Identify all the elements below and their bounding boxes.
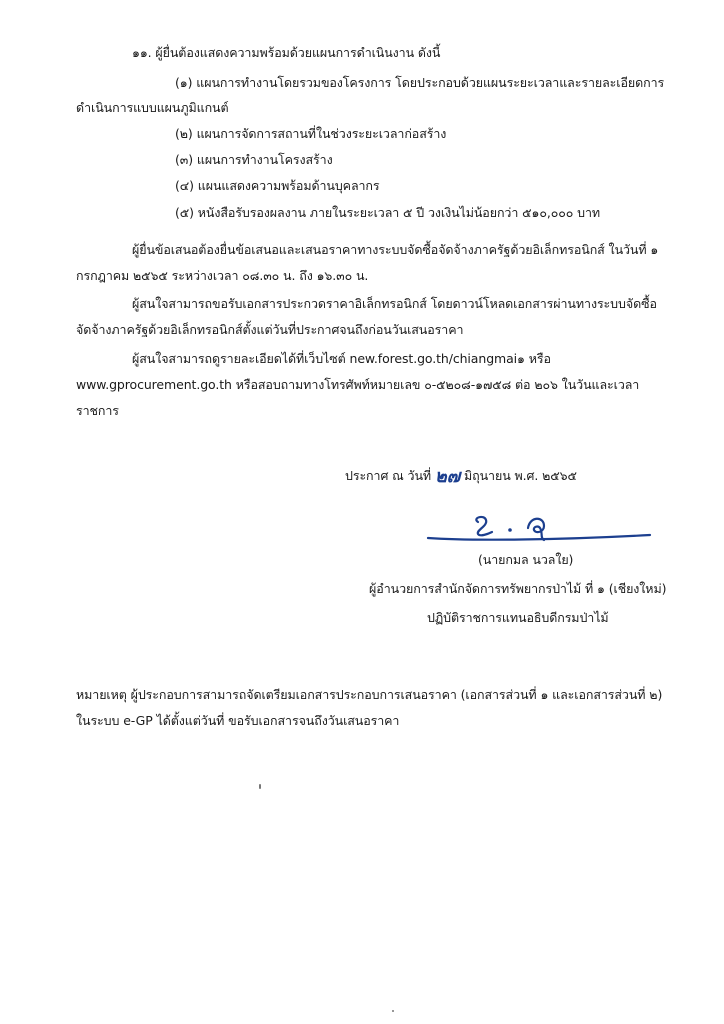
item-11-sub-3: (๓) แผนการทำงานโครงสร้าง: [175, 152, 333, 167]
signatory-name: (นายกมล นวลใย): [478, 552, 574, 567]
item-11-sub-5: (๕) หนังสือรับรองผลงาน ภายในระยะเวลา ๕ ปี วงเงินไม่น้อยกว่า ๕๑๐,๐๐๐ บาท: [175, 205, 601, 220]
dateline-suffix: มิถุนายน พ.ศ. ๒๕๖๕: [464, 468, 577, 483]
dateline-prefix: ประกาศ ณ วันที่: [345, 468, 432, 483]
signature-image: [420, 508, 660, 548]
signatory-acting-title: ปฏิบัติราชการแทนอธิบดีกรมป่าไม้: [427, 610, 609, 625]
paragraph-2-line-1: ผู้สนใจสามารถขอรับเอกสารประกวดราคาอิเล็กทรอนิกส์ โดยดาวน์โหลดเอกสารผ่านทางระบบจัดซื้อ: [132, 296, 657, 311]
paragraph-1-line-1: ผู้ยื่นข้อเสนอต้องยื่นข้อเสนอและเสนอราคาทางระบบจัดซื้อจัดจ้างภาครัฐด้วยอิเล็กทรอนิกส์ ในวันที่ ๑: [132, 242, 659, 257]
announcement-dateline: [345, 468, 577, 485]
scan-speck: [259, 784, 261, 789]
item-11-sub-1-line-2: ดำเนินการแบบแผนภูมิแกนต์: [76, 100, 229, 115]
dateline-day-handwritten: ๒๗: [434, 466, 461, 487]
paragraph-1-line-2: กรกฎาคม ๒๕๖๕ ระหว่างเวลา ๐๘.๓๐ น. ถึง ๑๖.๓๐ น.: [76, 268, 369, 283]
item-11-sub-4: (๔) แผนแสดงความพร้อมด้านบุคลากร: [175, 178, 380, 193]
item-11-heading: ๑๑. ผู้ยื่นต้องแสดงความพร้อมด้วยแผนการดำเนินงาน ดังนี้: [132, 45, 441, 60]
paragraph-3-line-3: ราชการ: [76, 403, 119, 418]
scan-speck: [392, 1010, 394, 1012]
paragraph-3-line-2: www.gprocurement.go.th หรือสอบถามทางโทรศัพท์หมายเลข ๐-๕๒๐๘-๑๗๕๘ ต่อ ๒๐๖ ในวันและเวลา: [76, 377, 640, 392]
note-line-2: ในระบบ e-GP ได้ตั้งแต่วันที่ ขอรับเอกสารจนถึงวันเสนอราคา: [76, 713, 400, 728]
item-11-sub-1-line-1: (๑) แผนการทำงานโดยรวมของโครงการ โดยประกอบด้วยแผนระยะเวลาและรายละเอียดการ: [175, 75, 665, 90]
paragraph-3-line-1: ผู้สนใจสามารถดูรายละเอียดได้ที่เว็บไซต์ new.forest.go.th/chiangmai๑ หรือ: [132, 351, 551, 366]
note-line-1: หมายเหตุ ผู้ประกอบการสามารถจัดเตรียมเอกสารประกอบการเสนอราคา (เอกสารส่วนที่ ๑ และเอกสารส่วนที่ ๒): [76, 687, 663, 702]
signatory-position: ผู้อำนวยการสำนักจัดการทรัพยากรป่าไม้ ที่ ๑ (เชียงใหม่): [369, 581, 667, 596]
paragraph-2-line-2: จัดจ้างภาครัฐด้วยอิเล็กทรอนิกส์ตั้งแต่วันที่ประกาศจนถึงก่อนวันเสนอราคา: [76, 322, 464, 337]
item-11-sub-2: (๒) แผนการจัดการสถานที่ในช่วงระยะเวลาก่อสร้าง: [175, 126, 447, 141]
